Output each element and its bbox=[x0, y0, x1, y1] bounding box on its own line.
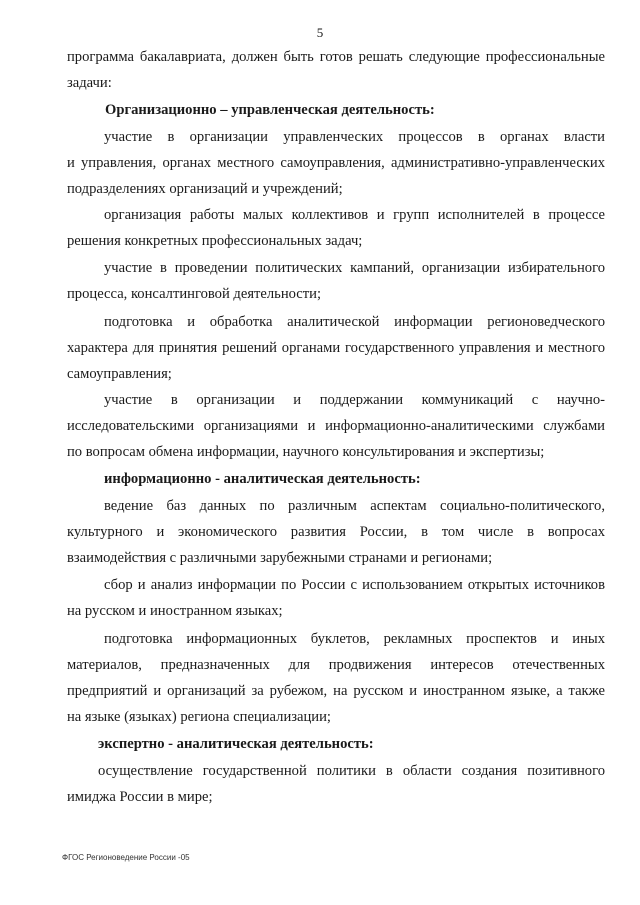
text-line: сбор и анализ информации по России с использованием открытых источников bbox=[104, 577, 605, 593]
section-heading: экспертно - аналитическая деятельность: bbox=[98, 736, 374, 752]
text-line: по вопросам обмена информации, научного консультирования и экспертизы; bbox=[67, 444, 545, 460]
text-line: участие в проведении политических кампаний, организации избирательного bbox=[104, 260, 605, 276]
text-line: подготовка и обработка аналитической информации регионоведческого bbox=[104, 314, 605, 330]
text-line: организация работы малых коллективов и групп исполнителей в процессе bbox=[104, 207, 605, 223]
text-line: задачи: bbox=[67, 75, 112, 91]
section-heading: Организационно – управленческая деятельность: bbox=[105, 102, 435, 118]
page-number: 5 bbox=[316, 25, 324, 40]
text-line: предприятий и организаций за рубежом, на русском и иностранном языке, а также bbox=[67, 683, 605, 699]
text-line: исследовательскими организациями и информационно-аналитическими службами bbox=[67, 418, 605, 434]
text-line: самоуправления; bbox=[67, 366, 172, 382]
text-line: и управления, органах местного самоуправления, административно-управленческих bbox=[67, 155, 605, 171]
text-line: подготовка информационных буклетов, рекламных проспектов и иных bbox=[104, 631, 605, 647]
text-line: осуществление государственной политики в области создания позитивного bbox=[98, 763, 605, 779]
text-line: процесса, консалтинговой деятельности; bbox=[67, 286, 322, 302]
text-line: участие в организации и поддержании коммуникаций с научно- bbox=[104, 392, 605, 408]
text-line: на языке (языках) региона специализации; bbox=[67, 709, 331, 725]
text-line: ведение баз данных по различным аспектам социально-политического, bbox=[104, 498, 605, 514]
footer-note: ФГОС Регионоведение России -05 bbox=[62, 853, 190, 862]
text-line: взаимодействия с различными зарубежными странами и регионами; bbox=[67, 550, 493, 566]
text-line: программа бакалавриата, должен быть готов решать следующие профессиональные bbox=[67, 49, 605, 65]
text-line: имиджа России в мире; bbox=[67, 789, 213, 805]
text-line: материалов, предназначенных для продвижения интересов отечественных bbox=[67, 657, 605, 673]
text-line: характера для принятия решений органами государственного управления и местного bbox=[67, 340, 605, 356]
text-line: участие в организации управленческих процессов в органах власти bbox=[104, 129, 605, 145]
text-line: культурного и экономического развития России, в том числе в вопросах bbox=[67, 524, 605, 540]
text-line: на русском и иностранном языках; bbox=[67, 603, 283, 619]
text-line: решения конкретных профессиональных задач; bbox=[67, 233, 363, 249]
text-line: подразделениях организаций и учреждений; bbox=[67, 181, 343, 197]
section-heading: информационно - аналитическая деятельность: bbox=[104, 471, 421, 487]
